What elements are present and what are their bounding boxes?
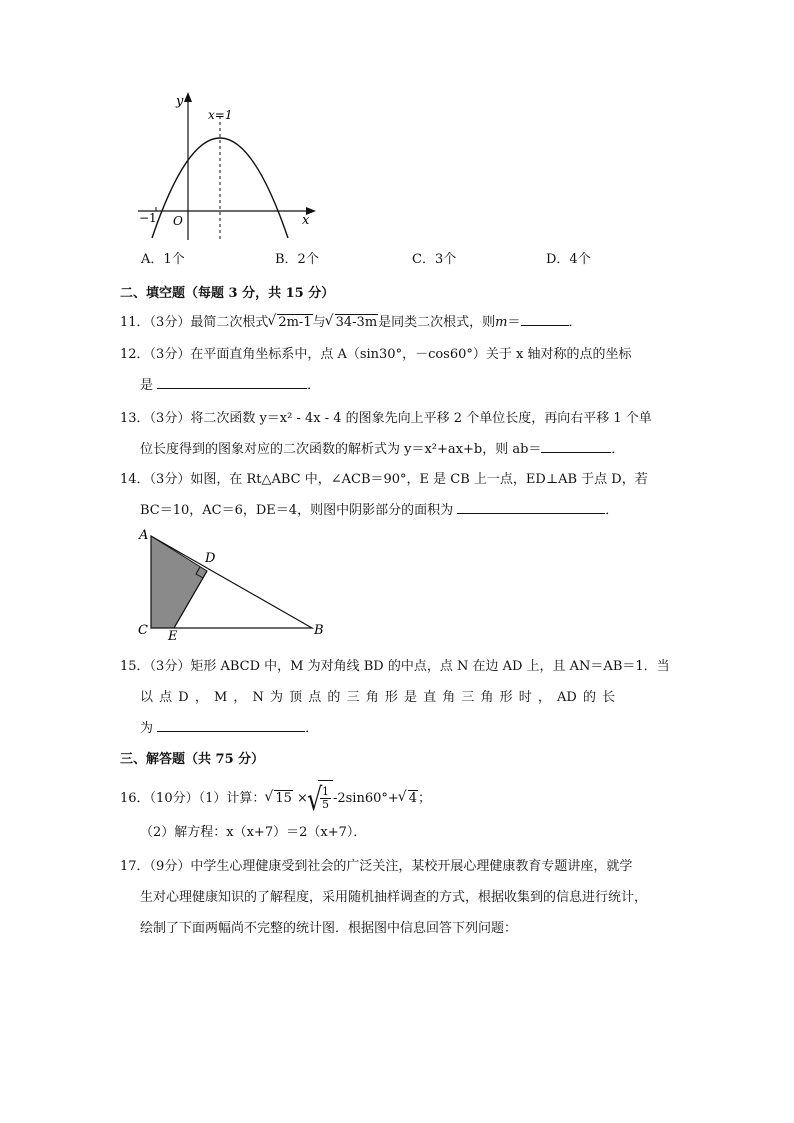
question-15-line3: 为 ． [140, 717, 318, 736]
question-16-part1: 16．（10分）（1）计算：√ 15 × √ $\frac{1}{5}$ -2sin60°+√ 4； [120, 780, 431, 816]
origin-label: O [173, 214, 183, 228]
shaded-region [151, 536, 207, 628]
question-15-line2: 以 点 D ， M ， N 为 顶 点 的 三 角 形 是 直 角 三 角 形 时 ， AD 的 长 [140, 690, 616, 705]
radical-fraction: √ $\frac{1}{5}$ [308, 780, 333, 817]
question-13-line1: 13．（3分）将二次函数 y＝x² - 4x - 4 的图象先向上平移 2 个单位长度，再向右平移 1 个单 [120, 411, 652, 426]
question-12-line1: 12．（3分）在平面直角坐标系中，点 A（sin30°，－cos60°）关于 x 轴对称的点的坐标 [120, 347, 632, 362]
section-2-heading: 二、填空题（每题 3 分，共 15 分） [120, 286, 335, 301]
question-17-line2: 生对心理健康知识的了解程度，采用随机抽样调查的方式，根据收集到的信息进行统计， [140, 890, 648, 905]
question-11: 11．（3分）最简二次根式√ 2m-1与√ 34-3m是同类二次根式，则m＝ ． [120, 311, 582, 330]
option-a: A．1个 [141, 252, 185, 267]
label-e: E [168, 629, 178, 644]
answer-blank-14[interactable] [457, 499, 605, 514]
answer-blank-11[interactable] [521, 311, 569, 326]
question-17-line3: 绘制了下面两幅尚不完整的统计图．根据图中信息回答下列问题： [140, 921, 518, 936]
radical-2: √ 34-3m [326, 315, 379, 330]
radical-1: √ 2m-1 [268, 315, 312, 330]
radical-15: √ 15 [265, 781, 293, 817]
label-a: A [139, 528, 149, 543]
question-14-line1: 14．（3分）如图，在 Rt△ABC 中，∠ACB＝90°，E 是 CB 上一点，ED⊥AB 于点 D，若 [120, 472, 648, 487]
question-16-part2: （2）解方程：x（x+7）＝2（x+7）． [140, 825, 367, 840]
answer-blank-13[interactable] [541, 438, 611, 453]
option-c: C．3个 [412, 252, 457, 267]
radical-4: √ 4 [399, 781, 418, 817]
question-12-line2: 是 ． [140, 374, 320, 393]
x-axis-label: x [302, 213, 310, 228]
answer-blank-15[interactable] [157, 717, 305, 732]
question-15-line1: 15．（3分）矩形 ABCD 中，M 为对角线 BD 的中点，点 N 在边 AD 上，且 AN＝AB＝1．当 [120, 659, 670, 674]
neg-one-label: −1 [139, 211, 157, 225]
label-c: C [138, 623, 148, 638]
parabola-graph [130, 88, 330, 248]
question-13-line2: 位长度得到的图象对应的二次函数的解析式为 y＝x²+ax+b，则 ab＝ ． [140, 438, 624, 457]
label-d: D [205, 551, 216, 566]
triangle-figure [132, 522, 332, 647]
section-3-heading: 三、解答题（共 75 分） [120, 752, 265, 767]
symmetry-label: x=1 [208, 108, 233, 122]
question-17-line1: 17．（9分）中学生心理健康受到社会的广泛关注，某校开展心理健康教育专题讲座，就学 [120, 859, 633, 874]
label-b: B [314, 623, 324, 638]
question-14-line2: BC＝10，AC＝6，DE＝4，则图中阴影部分的面积为 ． [140, 499, 618, 518]
option-d: D．4个 [546, 252, 591, 267]
y-axis-label: y [176, 94, 184, 109]
answer-blank-12[interactable] [157, 374, 307, 389]
option-b: B．2个 [275, 252, 319, 267]
